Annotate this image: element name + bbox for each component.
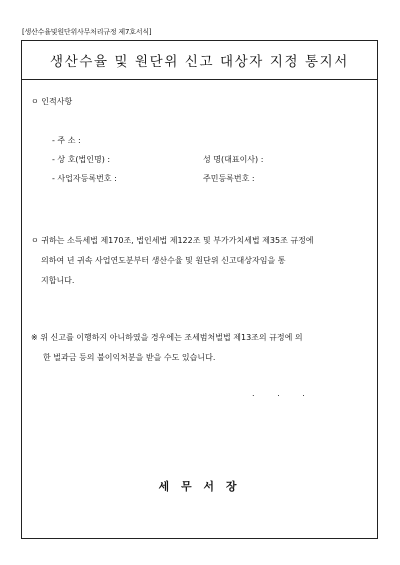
warning-paragraph <box>31 328 303 368</box>
notice-line: 의하여 년 귀속 사업연도분부터 생산수율 및 원단위 신고대상자임을 통 <box>41 256 286 265</box>
business-number-label: - 사업자등록번호 : <box>52 174 117 183</box>
resident-number-label: 주민등록번호 : <box>203 174 255 183</box>
form-number: [생산수율및원단위사무처리규정 제7호서식] <box>22 28 152 36</box>
notice-line: 지합니다. <box>41 276 75 285</box>
notice-line: ㅇ 귀하는 소득세법 제170조, 법인세법 제122조 및 부가가치세법 제35조 규정에 <box>31 236 314 245</box>
notice-paragraph <box>31 231 314 291</box>
business-name-label: - 상 호(법인명) : <box>52 155 111 164</box>
warning-line: 한 벌과금 등의 불이익처분을 받을 수도 있습니다. <box>43 353 216 362</box>
address-label: - 주 소 : <box>52 136 81 145</box>
form-title: 생산수율 및 원단위 신고 대상자 지정 통지서 <box>50 54 349 70</box>
warning-line: ※ 위 신고를 이행하지 아니하였을 경우에는 조세범처벌법 제13조의 규정에 의 <box>31 333 303 342</box>
title-row <box>22 41 377 80</box>
date-placeholder: . . . <box>252 389 315 398</box>
representative-label: 성 명(대표이사) : <box>203 155 264 164</box>
notice-form <box>21 40 378 539</box>
issuer-signature: 세 무 서 장 <box>158 480 241 493</box>
personal-info-heading: ㅇ 인적사항 <box>31 97 73 106</box>
